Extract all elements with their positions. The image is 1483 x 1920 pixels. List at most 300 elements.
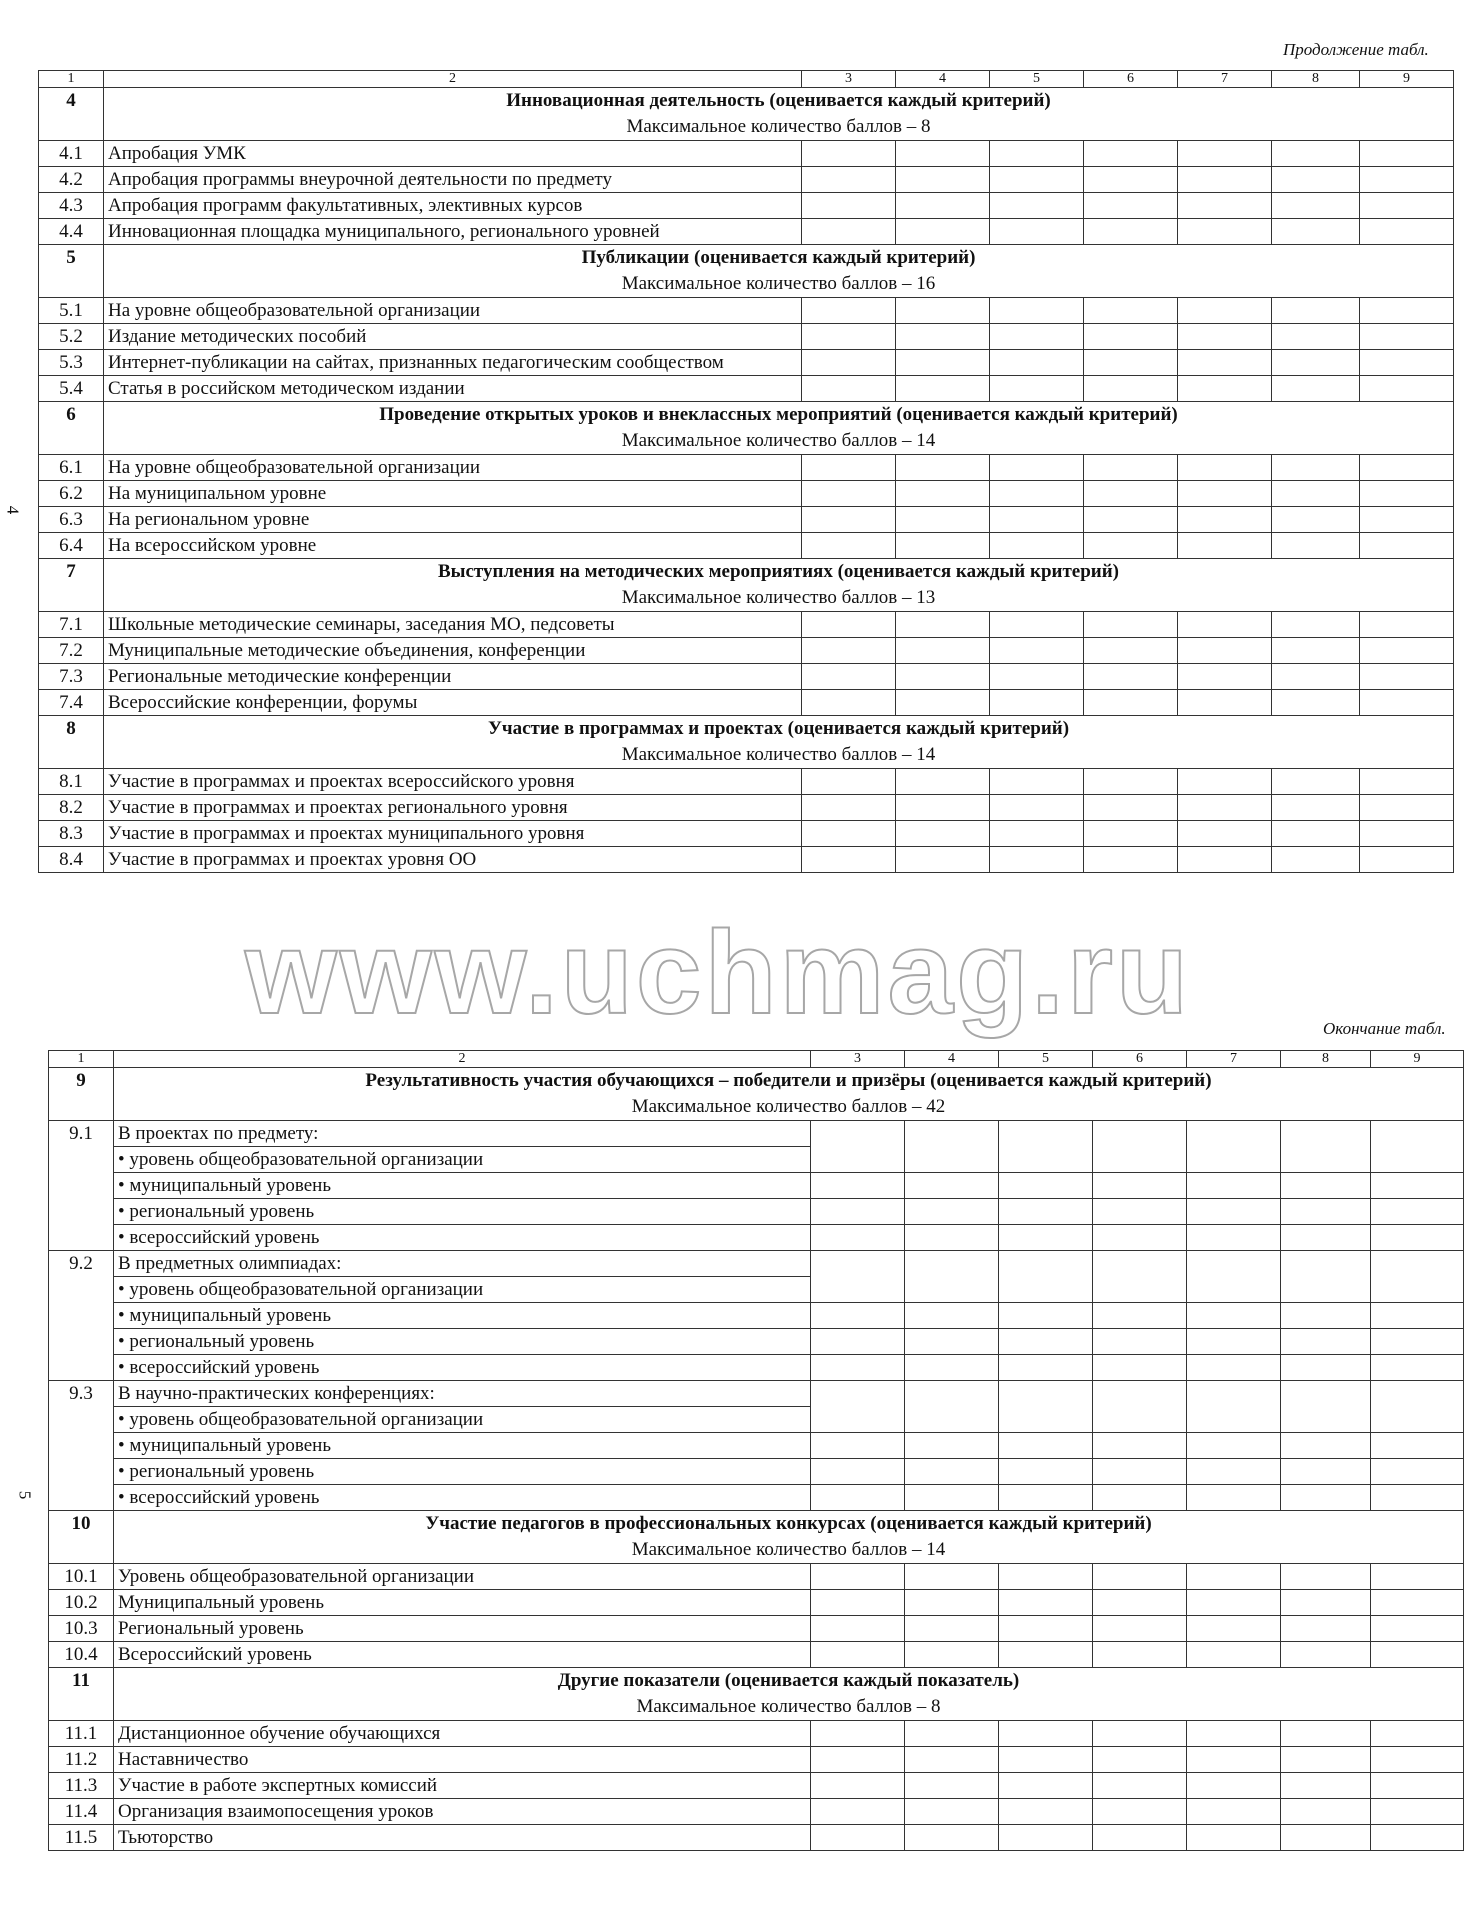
score-cell[interactable] [999,1564,1093,1590]
criterion-row [39,455,1454,481]
score-cell[interactable] [1178,350,1272,376]
score-cell[interactable] [999,1199,1093,1225]
score-cell[interactable] [1187,1642,1281,1668]
score-cell[interactable] [1281,1225,1371,1251]
score-cell[interactable] [1178,219,1272,245]
score-cell[interactable] [1178,821,1272,847]
score-cell[interactable] [1178,690,1272,716]
score-cell[interactable] [1084,533,1178,559]
score-cell[interactable] [999,1799,1093,1825]
score-cell[interactable] [1187,1825,1281,1851]
score-cell[interactable] [802,533,896,559]
score-cell[interactable] [896,638,990,664]
score-cell[interactable] [896,507,990,533]
score-cell[interactable] [1178,769,1272,795]
score-cell[interactable] [1281,1251,1371,1303]
score-cell[interactable] [1371,1825,1464,1851]
score-cell[interactable] [905,1616,999,1642]
score-cell[interactable] [811,1225,905,1251]
score-cell[interactable] [1360,664,1454,690]
score-cell[interactable] [1093,1590,1187,1616]
score-cell[interactable] [1187,1121,1281,1173]
score-cell[interactable] [1084,324,1178,350]
score-cell[interactable] [896,376,990,402]
score-cell[interactable] [1084,298,1178,324]
score-cell[interactable] [1360,141,1454,167]
score-cell[interactable] [1093,1642,1187,1668]
score-cell[interactable] [1093,1799,1187,1825]
score-cell[interactable] [1360,455,1454,481]
score-cell[interactable] [1360,350,1454,376]
score-cell[interactable] [905,1433,999,1459]
score-cell[interactable] [896,167,990,193]
score-cell[interactable] [896,141,990,167]
score-cell[interactable] [990,324,1084,350]
score-cell[interactable] [990,481,1084,507]
score-cell[interactable] [802,638,896,664]
score-cell[interactable] [905,1121,999,1173]
score-cell[interactable] [999,1173,1093,1199]
score-cell[interactable] [1093,1225,1187,1251]
score-cell[interactable] [1187,1199,1281,1225]
score-cell[interactable] [1084,795,1178,821]
score-cell[interactable] [905,1225,999,1251]
score-cell[interactable] [1360,769,1454,795]
score-cell[interactable] [1093,1433,1187,1459]
section-row [49,1511,1464,1564]
score-cell[interactable] [1371,1590,1464,1616]
score-cell[interactable] [905,1381,999,1433]
score-cell[interactable] [1371,1329,1464,1355]
score-cell[interactable] [990,376,1084,402]
score-cell[interactable] [811,1773,905,1799]
score-cell[interactable] [1360,821,1454,847]
score-cell[interactable] [1281,1355,1371,1381]
score-cell[interactable] [1281,1199,1371,1225]
score-cell[interactable] [1178,324,1272,350]
score-cell[interactable] [802,847,896,873]
score-cell[interactable] [990,795,1084,821]
score-cell[interactable] [999,1721,1093,1747]
score-cell[interactable] [905,1799,999,1825]
score-cell[interactable] [1084,167,1178,193]
score-cell[interactable] [999,1616,1093,1642]
score-cell[interactable] [896,795,990,821]
score-cell[interactable] [811,1564,905,1590]
score-cell[interactable] [1187,1616,1281,1642]
score-cell[interactable] [990,350,1084,376]
score-cell[interactable] [1281,1825,1371,1851]
score-cell[interactable] [1272,376,1360,402]
score-cell[interactable] [1093,1721,1187,1747]
score-cell[interactable] [1371,1303,1464,1329]
criterion-text: Участие в работе экспертных комиссий [114,1773,811,1799]
score-cell[interactable] [802,795,896,821]
score-cell[interactable] [1093,1173,1187,1199]
score-cell[interactable] [802,141,896,167]
score-cell[interactable] [1187,1251,1281,1303]
score-cell[interactable] [1281,1485,1371,1511]
score-cell[interactable] [1084,481,1178,507]
score-cell[interactable] [1093,1459,1187,1485]
criterion-row [39,847,1454,873]
score-cell[interactable] [1360,507,1454,533]
score-cell[interactable] [1360,533,1454,559]
score-cell[interactable] [1178,481,1272,507]
score-cell[interactable] [896,455,990,481]
score-cell[interactable] [1187,1225,1281,1251]
score-cell[interactable] [1187,1433,1281,1459]
score-cell[interactable] [1272,350,1360,376]
score-cell[interactable] [1272,324,1360,350]
score-cell[interactable] [1281,1303,1371,1329]
score-cell[interactable] [1360,612,1454,638]
score-cell[interactable] [1371,1721,1464,1747]
score-cell[interactable] [905,1251,999,1303]
score-cell[interactable] [1371,1642,1464,1668]
score-cell[interactable] [1281,1773,1371,1799]
score-cell[interactable] [802,350,896,376]
score-cell[interactable] [1371,1616,1464,1642]
score-cell[interactable] [1178,612,1272,638]
score-cell[interactable] [896,821,990,847]
score-cell[interactable] [1272,193,1360,219]
score-cell[interactable] [811,1251,905,1303]
score-cell[interactable] [802,167,896,193]
score-cell[interactable] [1281,1459,1371,1485]
score-cell[interactable] [811,1433,905,1459]
score-cell[interactable] [1272,690,1360,716]
score-cell[interactable] [905,1564,999,1590]
score-cell[interactable] [811,1485,905,1511]
score-cell[interactable] [990,507,1084,533]
score-cell[interactable] [1360,376,1454,402]
score-cell[interactable] [896,533,990,559]
score-cell[interactable] [802,376,896,402]
criterion-number: 11.1 [49,1721,114,1747]
score-cell[interactable] [811,1642,905,1668]
score-cell[interactable] [811,1590,905,1616]
score-cell[interactable] [811,1173,905,1199]
score-cell[interactable] [1371,1485,1464,1511]
score-cell[interactable] [1093,1616,1187,1642]
score-cell[interactable] [905,1303,999,1329]
score-cell[interactable] [1371,1747,1464,1773]
score-cell[interactable] [999,1303,1093,1329]
score-cell[interactable] [1281,1173,1371,1199]
score-cell[interactable] [999,1251,1093,1303]
score-cell[interactable] [1360,193,1454,219]
score-cell[interactable] [1187,1590,1281,1616]
section-title: Выступления на методических мероприятиях (оценивается каждый критерий) [437,561,1120,582]
score-cell[interactable] [1272,167,1360,193]
score-cell[interactable] [999,1433,1093,1459]
score-cell[interactable] [1371,1381,1464,1433]
score-cell[interactable] [1178,298,1272,324]
score-cell[interactable] [999,1355,1093,1381]
score-cell[interactable] [1281,1721,1371,1747]
score-cell[interactable] [1084,376,1178,402]
score-cell[interactable] [905,1642,999,1668]
score-cell[interactable] [1093,1251,1187,1303]
score-cell[interactable] [1272,612,1360,638]
score-cell[interactable] [1178,507,1272,533]
score-cell[interactable] [999,1329,1093,1355]
score-cell[interactable] [999,1485,1093,1511]
score-cell[interactable] [811,1199,905,1225]
score-cell[interactable] [999,1225,1093,1251]
score-cell[interactable] [1084,612,1178,638]
score-cell[interactable] [896,612,990,638]
score-cell[interactable] [811,1799,905,1825]
score-cell[interactable] [811,1616,905,1642]
score-cell[interactable] [1371,1251,1464,1303]
score-cell[interactable] [990,664,1084,690]
score-cell[interactable] [811,1721,905,1747]
score-cell[interactable] [896,219,990,245]
score-cell[interactable] [1084,193,1178,219]
score-cell[interactable] [1371,1433,1464,1459]
score-cell[interactable] [802,612,896,638]
score-cell[interactable] [1360,219,1454,245]
score-cell[interactable] [811,1825,905,1851]
score-cell[interactable] [990,533,1084,559]
score-cell[interactable] [1093,1485,1187,1511]
score-cell[interactable] [1371,1799,1464,1825]
score-cell[interactable] [1084,664,1178,690]
score-cell[interactable] [1360,690,1454,716]
score-cell[interactable] [1281,1799,1371,1825]
score-cell[interactable] [990,821,1084,847]
score-cell[interactable] [905,1773,999,1799]
score-cell[interactable] [1281,1381,1371,1433]
score-cell[interactable] [1360,481,1454,507]
score-cell[interactable] [1093,1329,1187,1355]
score-cell[interactable] [990,193,1084,219]
score-cell[interactable] [802,507,896,533]
score-cell[interactable] [990,769,1084,795]
score-cell[interactable] [1084,769,1178,795]
score-cell[interactable] [1360,324,1454,350]
score-cell[interactable] [811,1459,905,1485]
score-cell[interactable] [802,455,896,481]
score-cell[interactable] [811,1355,905,1381]
score-cell[interactable] [1272,533,1360,559]
score-cell[interactable] [999,1642,1093,1668]
score-cell[interactable] [1187,1799,1281,1825]
score-cell[interactable] [1360,298,1454,324]
score-cell[interactable] [1187,1773,1281,1799]
score-cell[interactable] [1281,1564,1371,1590]
criterion-text: Уровень общеобразовательной организации [114,1564,811,1590]
score-cell[interactable] [1187,1721,1281,1747]
score-cell[interactable] [905,1485,999,1511]
section-number: 5 [39,245,104,298]
score-cell[interactable] [1272,219,1360,245]
score-cell[interactable] [1371,1564,1464,1590]
score-cell[interactable] [1272,847,1360,873]
score-cell[interactable] [990,847,1084,873]
score-cell[interactable] [1272,507,1360,533]
score-cell[interactable] [896,847,990,873]
score-cell[interactable] [999,1590,1093,1616]
score-cell[interactable] [1272,455,1360,481]
score-cell[interactable] [896,690,990,716]
score-cell[interactable] [802,298,896,324]
score-cell[interactable] [1281,1121,1371,1173]
score-cell[interactable] [1281,1329,1371,1355]
score-cell[interactable] [1371,1459,1464,1485]
score-cell[interactable] [1187,1173,1281,1199]
score-cell[interactable] [1178,795,1272,821]
score-cell[interactable] [1371,1225,1464,1251]
score-cell[interactable] [1360,167,1454,193]
score-cell[interactable] [905,1721,999,1747]
score-cell[interactable] [1178,193,1272,219]
score-cell[interactable] [1371,1773,1464,1799]
score-cell[interactable] [802,769,896,795]
score-cell[interactable] [1371,1355,1464,1381]
score-cell[interactable] [1084,847,1178,873]
score-cell[interactable] [802,690,896,716]
score-cell[interactable] [990,298,1084,324]
criterion-level-item: • региональный уровень [114,1329,811,1355]
score-cell[interactable] [1093,1303,1187,1329]
score-cell[interactable] [811,1121,905,1173]
score-cell[interactable] [1093,1747,1187,1773]
score-cell[interactable] [1084,507,1178,533]
score-cell[interactable] [1093,1199,1187,1225]
score-cell[interactable] [1281,1616,1371,1642]
section-title: Публикации (оценивается каждый критерий) [581,247,976,268]
score-cell[interactable] [1281,1590,1371,1616]
score-cell[interactable] [990,219,1084,245]
score-cell[interactable] [1084,141,1178,167]
score-cell[interactable] [1178,638,1272,664]
score-cell[interactable] [990,612,1084,638]
score-cell[interactable] [905,1329,999,1355]
score-cell[interactable] [999,1381,1093,1433]
score-cell[interactable] [1178,664,1272,690]
score-cell[interactable] [1272,141,1360,167]
score-cell[interactable] [1272,795,1360,821]
score-cell[interactable] [802,219,896,245]
score-cell[interactable] [811,1329,905,1355]
score-cell[interactable] [1084,821,1178,847]
score-cell[interactable] [1371,1121,1464,1173]
score-cell[interactable] [1272,638,1360,664]
score-cell[interactable] [802,821,896,847]
score-cell[interactable] [1093,1355,1187,1381]
score-cell[interactable] [811,1747,905,1773]
score-cell[interactable] [1272,298,1360,324]
score-cell[interactable] [999,1773,1093,1799]
score-cell[interactable] [1187,1329,1281,1355]
score-cell[interactable] [1187,1564,1281,1590]
score-cell[interactable] [1084,219,1178,245]
score-cell[interactable] [905,1590,999,1616]
score-cell[interactable] [896,193,990,219]
score-cell[interactable] [1360,795,1454,821]
score-cell[interactable] [802,324,896,350]
score-cell[interactable] [1178,847,1272,873]
score-cell[interactable] [1178,533,1272,559]
score-cell[interactable] [1187,1747,1281,1773]
score-cell[interactable] [1093,1121,1187,1173]
score-cell[interactable] [1178,167,1272,193]
section-number: 10 [49,1511,114,1564]
score-cell[interactable] [1093,1773,1187,1799]
score-cell[interactable] [1187,1355,1281,1381]
score-cell[interactable] [896,350,990,376]
score-cell[interactable] [1187,1459,1281,1485]
score-cell[interactable] [905,1173,999,1199]
score-cell[interactable] [1371,1199,1464,1225]
score-cell[interactable] [1187,1485,1281,1511]
score-cell[interactable] [1360,638,1454,664]
score-cell[interactable] [896,298,990,324]
score-cell[interactable] [896,324,990,350]
score-cell[interactable] [999,1121,1093,1173]
score-cell[interactable] [990,141,1084,167]
score-cell[interactable] [802,664,896,690]
score-cell[interactable] [802,193,896,219]
score-cell[interactable] [811,1303,905,1329]
score-cell[interactable] [1187,1381,1281,1433]
score-cell[interactable] [1272,481,1360,507]
score-cell[interactable] [1084,690,1178,716]
score-cell[interactable] [1187,1303,1281,1329]
score-cell[interactable] [990,167,1084,193]
score-cell[interactable] [1093,1564,1187,1590]
score-cell[interactable] [1084,455,1178,481]
score-cell[interactable] [1360,847,1454,873]
score-cell[interactable] [999,1747,1093,1773]
score-cell[interactable] [1093,1381,1187,1433]
score-cell[interactable] [1371,1173,1464,1199]
score-cell[interactable] [990,455,1084,481]
score-cell[interactable] [905,1747,999,1773]
score-cell[interactable] [990,638,1084,664]
score-cell[interactable] [1178,455,1272,481]
score-cell[interactable] [905,1825,999,1851]
score-cell[interactable] [1272,821,1360,847]
score-cell[interactable] [905,1355,999,1381]
score-cell[interactable] [1281,1433,1371,1459]
score-cell[interactable] [990,690,1084,716]
score-cell[interactable] [999,1825,1093,1851]
score-cell[interactable] [802,481,896,507]
score-cell[interactable] [1084,638,1178,664]
score-cell[interactable] [1084,350,1178,376]
score-cell[interactable] [811,1381,905,1433]
score-cell[interactable] [1281,1642,1371,1668]
section-row [39,402,1454,455]
score-cell[interactable] [905,1459,999,1485]
score-cell[interactable] [896,481,990,507]
score-cell[interactable] [1093,1825,1187,1851]
score-cell[interactable] [999,1459,1093,1485]
score-cell[interactable] [1272,664,1360,690]
score-cell[interactable] [1281,1747,1371,1773]
score-cell[interactable] [1272,769,1360,795]
score-cell[interactable] [1178,376,1272,402]
score-cell[interactable] [896,769,990,795]
criterion-number: 11.5 [49,1825,114,1851]
score-cell[interactable] [896,664,990,690]
score-cell[interactable] [905,1199,999,1225]
score-cell[interactable] [1178,141,1272,167]
